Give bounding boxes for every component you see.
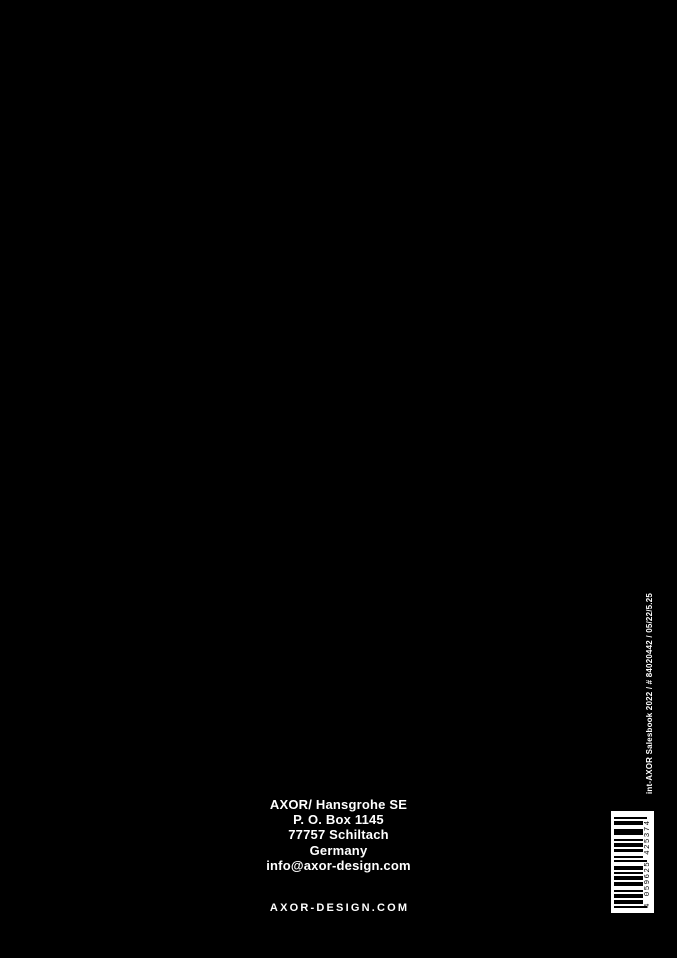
barcode-number: 4 059625 425374	[644, 819, 652, 908]
website-url: AXOR-DESIGN.COM	[269, 902, 410, 914]
address-line-country: Germany	[309, 842, 368, 858]
email-address: info@axor-design.com	[266, 857, 411, 873]
barcode	[611, 811, 654, 913]
address-line-pobox: P. O. Box 1145	[293, 812, 384, 828]
print-code-vertical: int-AXOR Salesbook 2022 / # 84020442 / 05/22/5.25	[645, 592, 654, 794]
address-line-city: 77757 Schiltach	[288, 827, 389, 843]
address-block	[0, 797, 677, 873]
address-line-company: AXOR/ Hansgrohe SE	[269, 797, 408, 812]
